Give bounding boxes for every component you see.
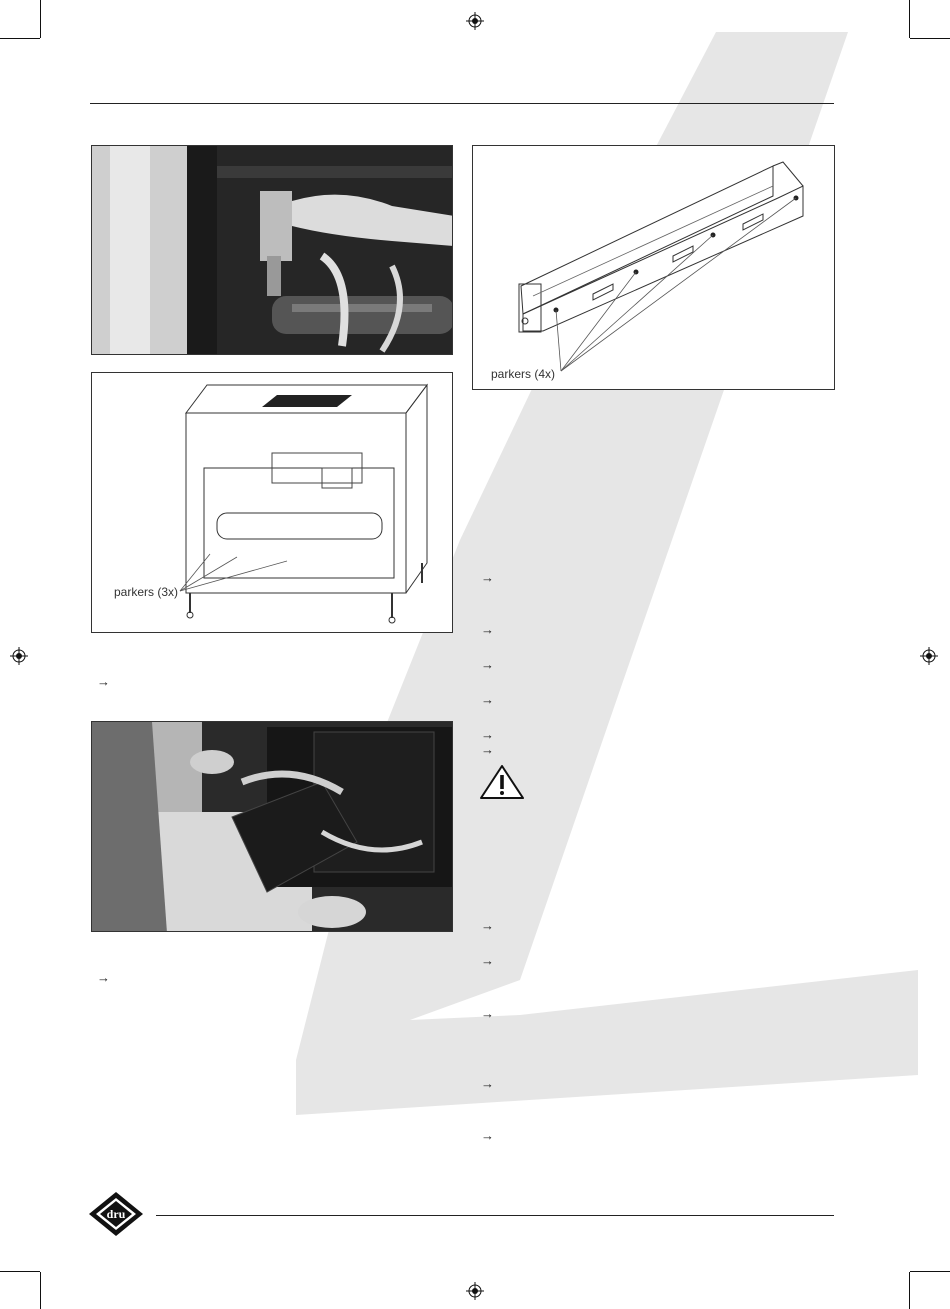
bullet-arrow: → xyxy=(481,692,494,707)
registration-mark-icon xyxy=(466,12,484,30)
bullet-arrow: → xyxy=(481,1076,494,1091)
crop-mark xyxy=(0,38,40,39)
crop-mark xyxy=(909,1272,910,1309)
bullet-arrow: → xyxy=(481,1128,494,1143)
bullet-arrow: → xyxy=(97,674,110,689)
registration-mark-icon xyxy=(10,647,28,665)
crop-mark xyxy=(0,1271,40,1272)
bullet-arrow: → xyxy=(97,970,110,985)
bullet-arrow: → xyxy=(481,1006,494,1021)
photo-lifting-burner xyxy=(91,721,453,932)
dru-logo xyxy=(88,1191,144,1237)
crop-mark xyxy=(40,1272,41,1309)
bullet-arrow: → xyxy=(481,918,494,933)
bullet-arrow: → xyxy=(481,742,494,757)
crop-mark xyxy=(910,38,950,39)
bullet-arrow: → xyxy=(481,953,494,968)
registration-mark-icon xyxy=(466,1282,484,1300)
crop-mark xyxy=(910,1271,950,1272)
figure-appliance xyxy=(91,372,453,633)
bullet-arrow: → xyxy=(481,657,494,672)
bullet-arrow: → xyxy=(481,622,494,637)
warning-triangle-icon xyxy=(479,764,525,800)
callout-parkers-3x: parkers (3x) xyxy=(114,585,179,599)
callout-parkers-4x: parkers (4x) xyxy=(491,367,556,381)
logo-text: dru xyxy=(106,1207,126,1221)
bullet-arrow: → xyxy=(481,727,494,742)
photo-drilling xyxy=(91,145,453,355)
bullet-arrow: → xyxy=(481,570,494,585)
registration-mark-icon xyxy=(920,647,938,665)
footer-rule xyxy=(156,1215,834,1216)
figure-bracket xyxy=(472,145,835,390)
crop-mark xyxy=(40,0,41,38)
crop-mark xyxy=(909,0,910,38)
header-rule xyxy=(90,103,834,104)
